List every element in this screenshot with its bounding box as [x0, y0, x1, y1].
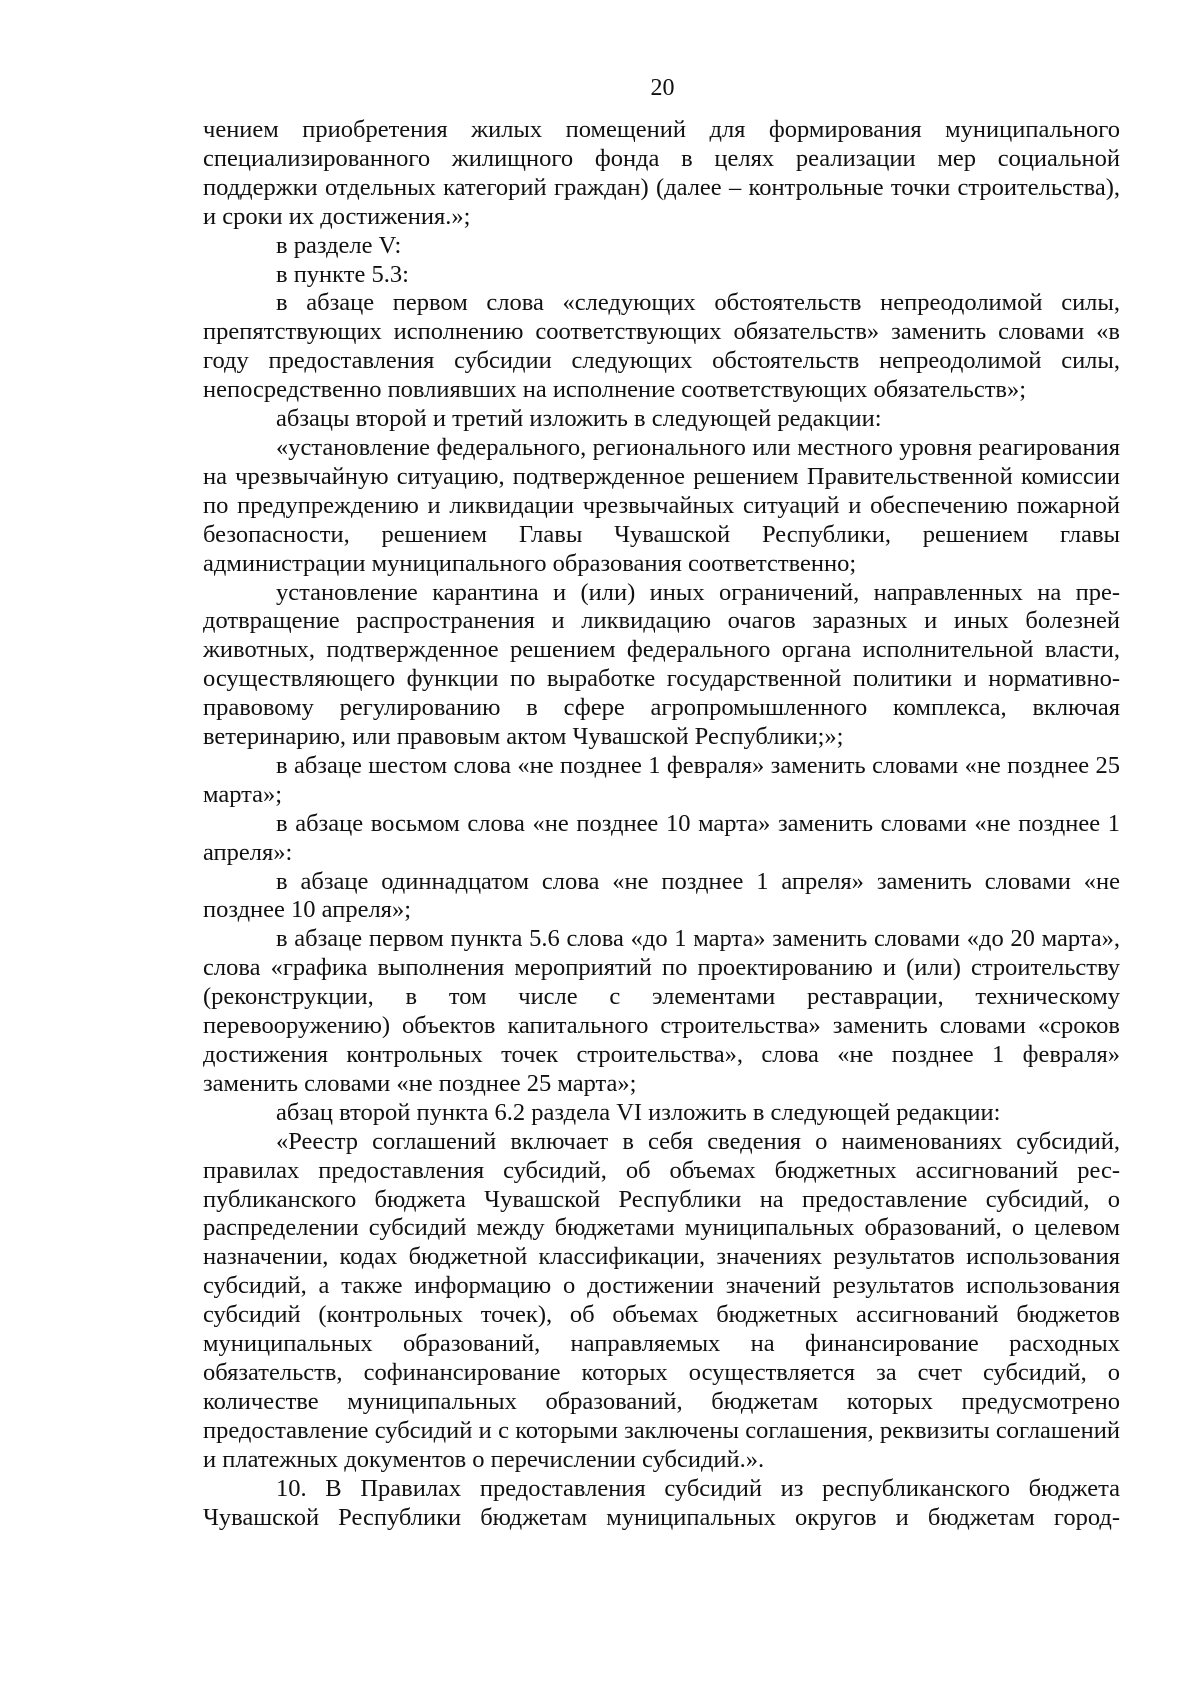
paragraph: в абзаце первом пункта 5.6 слова «до 1 марта» заменить словами «до 20 марта», слова «графика выполнения мероприятий по проектированию и (или) строительству (реконструкции, в том числе с элементами реставрации, техническому перевооружению) объектов капитального строительства» заменить словами «сроков достижения контрольных точек строительства», слова «не позднее 1 февраля» заменить словами «не позднее 25 марта»; — [203, 925, 1120, 1097]
paragraph: в абзаце первом слова «следующих обстоятельств непреодолимой силы, препятствующих исполнению соответствующих обязательств» заменить словами «в году предоставления субсидии следующих обстоятельств непреодолимой силы, непосредственно повлиявших на исполнение соответствующих обязательств»; — [203, 289, 1120, 404]
paragraph: в абзаце шестом слова «не позднее 1 февраля» заменить словами «не позднее 25 марта»; — [203, 751, 1120, 808]
paragraph: в пункте 5.3: — [276, 260, 409, 288]
paragraph: «установление федерального, регионального или местного уровня реагирования на чрезвычайную ситуацию, подтвержденное решением Правительственной комиссии по предупреждению и ликвидации чрезвычайных ситуаций и обеспечению пожарной безопасности, решением Главы Чувашской Республики, решением главы администрации муниципального образования соответственно; — [203, 433, 1120, 577]
document-body — [203, 116, 1120, 1532]
paragraph: «Реестр соглашений включает в себя сведения о наименованиях субсидий, правилах предоставления субсидий, об объемах бюджетных ассигнований республиканского бюджета Чувашской Республики на предоставление субсидий, о распределении субсидий между бюджетами муниципальных образований, о целевом назначении, кодах бюджетной классификации, значениях результатов использования субсидий, а также информацию о достижении значений результатов использования субсидий (контрольных точек), об объемах бюджетных ассигнований бюджетов муниципальных образований, направляемых на финансирование расходных обязательств, софинансирование которых осуществляется за счет субсидий, о количестве муниципальных образований, бюджетам которых предусмотрено предоставление субсидий и с которыми заключены соглашения, реквизиты соглашений и платежных документов о перечислении субсидий.». — [203, 1127, 1120, 1473]
paragraph: 10. В Правилах предоставления субсидий из республиканского бюджета Чувашской Республики бюджетам муниципальных округов и бюджетам город- — [203, 1474, 1120, 1531]
page-number: 20 — [650, 75, 675, 101]
paragraph: абзац второй пункта 6.2 раздела VI изложить в следующей редакции: — [276, 1098, 1001, 1126]
paragraph: в разделе V: — [276, 231, 402, 259]
paragraph: установление карантина и (или) иных ограничений, направленных на предотвращение распространения и ликвидацию очагов заразных и иных болезней животных, подтвержденное решением федерального органа исполнительной власти, осуществляющего функции по выработке государственной политики и нормативно-правовому регулированию в сфере агропромышленного комплекса, включая ветеринарию, или правовым актом Чувашской Республики;»; — [203, 578, 1120, 751]
paragraph: чением приобретения жилых помещений для формирования муниципального специализированного жилищного фонда в целях реализации мер социальной поддержки отдельных категорий граждан) (далее – контрольные точки строительства), и сроки их достижения.»; — [203, 116, 1120, 230]
paragraph: в абзаце одиннадцатом слова «не позднее 1 апреля» заменить словами «не позднее 10 апреля»; — [203, 867, 1120, 924]
paragraph: абзацы второй и третий изложить в следующей редакции: — [276, 405, 882, 433]
paragraph: в абзаце восьмом слова «не позднее 10 марта» заменить словами «не позднее 1 апреля»: — [203, 809, 1120, 866]
